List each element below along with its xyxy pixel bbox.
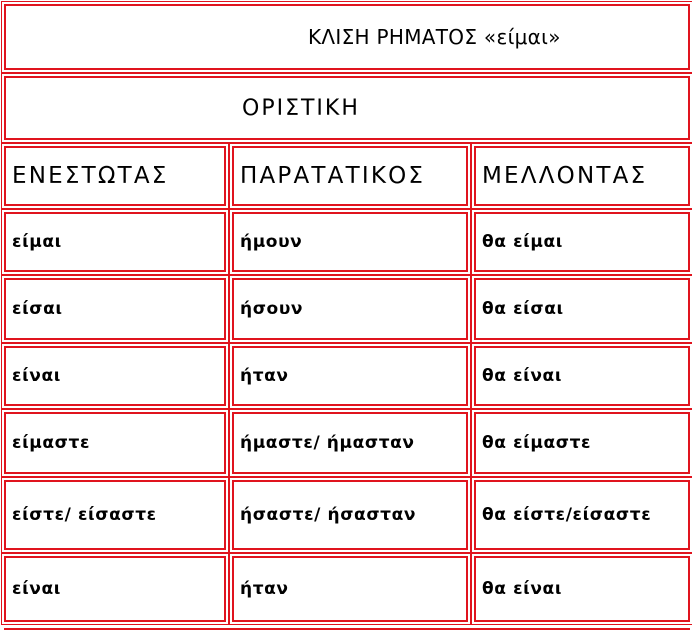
table-cell xyxy=(4,212,226,272)
column-header: ΕΝΕΣΤΩΤΑΣ xyxy=(12,163,169,189)
table-cell xyxy=(474,556,690,622)
verb-form: θα είστε/είσαστε xyxy=(482,505,652,525)
table-cell xyxy=(474,346,690,406)
verb-form: είμαι xyxy=(12,232,62,252)
table-cell xyxy=(232,480,468,550)
verb-form: είστε/ είσαστε xyxy=(12,505,157,525)
table-cell xyxy=(4,556,226,622)
table-cell xyxy=(4,278,226,340)
table-cell xyxy=(4,346,226,406)
header-cell-future xyxy=(474,146,690,206)
verb-form: είσαι xyxy=(12,299,63,319)
table-cell xyxy=(232,346,468,406)
header-cell-imperfect xyxy=(232,146,468,206)
column-header: ΜΕΛΛΟΝΤΑΣ xyxy=(482,163,648,189)
verb-form: θα είμαι xyxy=(482,232,563,252)
verb-form: θα είμαστε xyxy=(482,433,592,453)
table-cell xyxy=(232,278,468,340)
table-cell xyxy=(232,556,468,622)
verb-form: ήταν xyxy=(240,366,289,386)
column-header: ΠΑΡΑΤΑΤΙΚΟΣ xyxy=(240,163,426,189)
verb-form: θα είσαι xyxy=(482,299,564,319)
table-cell xyxy=(4,480,226,550)
verb-form: θα είναι xyxy=(482,366,563,386)
verb-form: ήσαστε/ ήσασταν xyxy=(240,505,417,525)
verb-form: θα είναι xyxy=(482,579,563,599)
verb-form: ήσουν xyxy=(240,299,304,319)
table-cell xyxy=(474,480,690,550)
verb-form: ήμουν xyxy=(240,232,303,252)
verb-form: είναι xyxy=(12,366,61,386)
table-title: ΚΛΙΣΗ ΡΗΜΑΤΟΣ «είμαι» xyxy=(308,25,561,49)
verb-form: είμαστε xyxy=(12,433,91,453)
table-cell xyxy=(232,412,468,474)
table-cell xyxy=(474,212,690,272)
table-cell xyxy=(4,412,226,474)
mood-label: ΟΡΙΣΤΙΚΗ xyxy=(242,95,360,121)
title-cell xyxy=(4,4,690,70)
header-cell-present xyxy=(4,146,226,206)
table-cell xyxy=(474,278,690,340)
verb-form: ήμαστε/ ήμασταν xyxy=(240,433,415,453)
table-cell xyxy=(474,412,690,474)
verb-form: ήταν xyxy=(240,579,289,599)
mood-cell xyxy=(4,76,690,140)
table-cell xyxy=(232,212,468,272)
bottom-border-line xyxy=(4,628,690,630)
verb-form: είναι xyxy=(12,579,61,599)
